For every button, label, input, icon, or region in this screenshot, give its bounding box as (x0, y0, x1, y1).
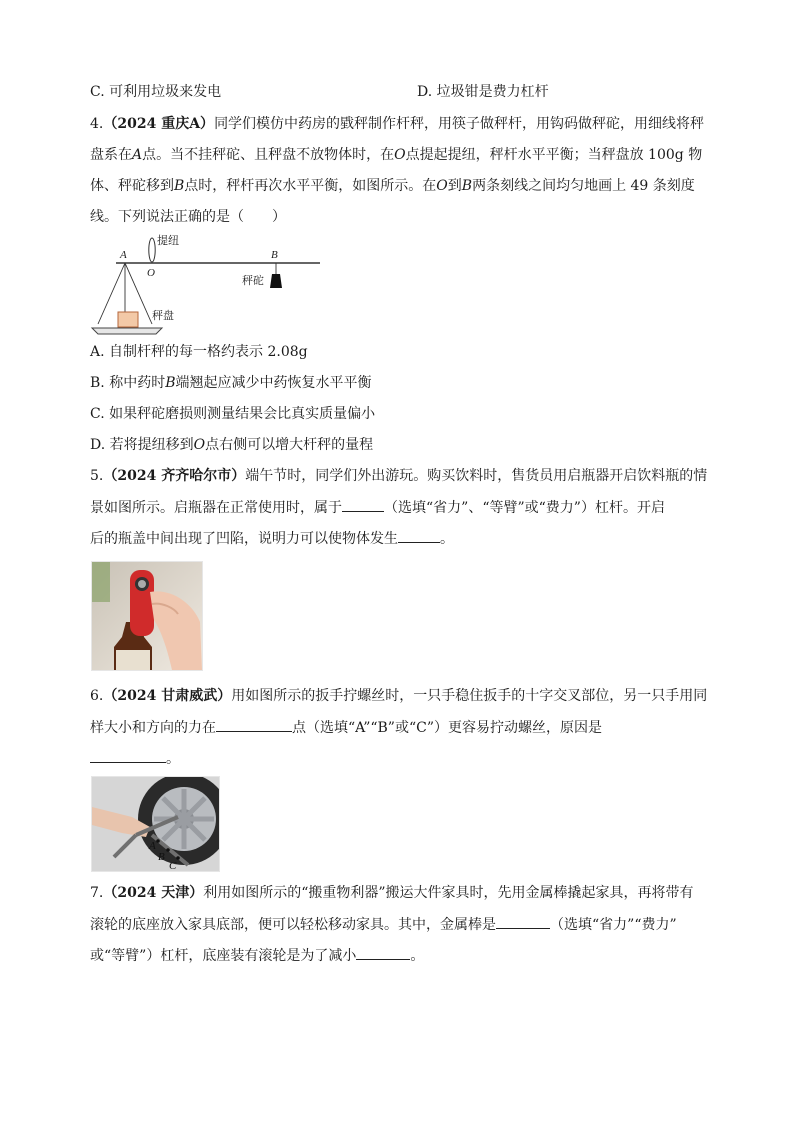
scale-pan (92, 328, 162, 334)
q4-line-3 (90, 176, 695, 196)
answer-blank[interactable] (90, 748, 166, 763)
q5-line-3 (90, 528, 454, 549)
q6-line-3 (90, 748, 180, 769)
q4-line-1 (90, 114, 704, 134)
text: 样大小和方向的力在 (90, 720, 216, 736)
label-weight: 秤砣 (242, 274, 264, 287)
steelyard-diagram (88, 232, 328, 340)
label-A: A (149, 840, 156, 852)
text: 。 (410, 948, 425, 964)
q7-line-3 (90, 945, 424, 966)
question-text: 用如图所示的扳手拧螺丝时，一只手稳住扳手的十字交叉部位，另一只手用同 (231, 688, 708, 704)
question-number: 6. (90, 688, 104, 704)
q4-option-c: C. 如果秤砣磨损则测量结果会比真实质量偏小 (90, 406, 376, 422)
question-source: （2024 天津） (103, 885, 204, 901)
q7-line-2 (90, 914, 677, 935)
q4-option-a: A. 自制杆秤的每一格约表示 2.08g (90, 344, 308, 360)
answer-blank[interactable] (496, 914, 550, 929)
answer-blank[interactable] (356, 945, 410, 960)
label-knob: 提纽 (157, 234, 179, 247)
text: 点右侧可以增大杆秤的量程 (205, 437, 374, 453)
wrench-tire-photo (91, 776, 220, 872)
label-C: C (169, 860, 177, 871)
bottle-opener-photo (91, 561, 203, 671)
point-label: O (436, 178, 448, 194)
label-pan: 秤盘 (152, 309, 174, 322)
answer-blank[interactable] (398, 528, 440, 543)
q3-option-c: C. 可利用垃圾来发电 (90, 84, 222, 100)
question-source: （2024 重庆A） (103, 116, 215, 132)
q3-option-d: D. 垃圾钳是费力杠杆 (417, 84, 549, 100)
q5-line-1 (90, 466, 707, 486)
question-text: 同学们模仿中药房的戥秤制作杆秤，用筷子做秤杆，用钩码做秤砣，用细线将秤 (214, 116, 705, 132)
knob-loop (149, 238, 155, 262)
text: 或“等臂”）杠杆，底座装有滚轮是为了减小 (90, 948, 357, 964)
q6-line-2 (90, 717, 602, 738)
q4-option-b (90, 373, 372, 393)
answer-blank[interactable] (216, 717, 292, 732)
point-label: B (461, 178, 473, 194)
text: 到 (447, 178, 462, 194)
text: 点（选填“A”“B”或“C”）更容易拧动螺丝，原因是 (292, 720, 602, 736)
text: 。 (440, 531, 454, 547)
question-number: 5. (90, 468, 104, 484)
text: 后的瓶盖中间出现了凹陷，说明力可以使物体发生 (90, 531, 398, 547)
point-label: O (394, 147, 406, 163)
text: 体、秤砣移到 (90, 178, 174, 194)
point-label: B (174, 178, 185, 194)
label-B: B (158, 851, 165, 863)
object-block (118, 312, 138, 327)
question-source: （2024 甘肃威武） (103, 688, 232, 704)
q7-line-1 (90, 883, 694, 903)
question-source: （2024 齐齐哈尔市） (103, 468, 246, 484)
question-text: 端午节时，同学们外出游玩。购买饮料时，售货员用启瓶器开启饮料瓶的情 (245, 468, 708, 484)
question-number: 4. (90, 116, 104, 132)
text: 两条刻线之间均匀地画上 49 条刻度 (472, 178, 695, 194)
text: 。 (166, 751, 180, 767)
text: （选填“省力”“费力” (550, 917, 677, 933)
text: 景如图所示。启瓶器在正常使用时，属于 (90, 500, 342, 516)
q4-line-4: 线。下列说法正确的是（ ） (90, 209, 286, 225)
q4-option-d (90, 435, 373, 455)
text: 盘系在 (90, 147, 132, 163)
counterweight (270, 274, 282, 288)
text: 端翘起应减少中药恢复水平平衡 (175, 375, 372, 391)
q6-line-1 (90, 686, 707, 706)
point-label: O (193, 437, 206, 453)
point-label: B (165, 375, 176, 391)
question-number: 7. (90, 885, 104, 901)
text: （选填“省力”、“等臂”或“费力”）杠杆。开启 (384, 500, 665, 516)
label-A: A (120, 249, 127, 261)
text: D. 若将提纽移到 (90, 437, 194, 453)
label-O: O (147, 267, 155, 279)
q5-line-2 (90, 497, 665, 518)
answer-blank[interactable] (342, 497, 384, 512)
text: B. 称中药时 (90, 375, 166, 391)
label-B: B (271, 249, 278, 261)
point-label: A (132, 147, 143, 163)
text: 滚轮的底座放入家具底部，便可以轻松移动家具。其中，金属棒是 (90, 917, 496, 933)
text: 点时，秤杆再次水平平衡，如图所示。在 (184, 178, 437, 194)
text: 点。当不挂秤砣、且秤盘不放物体时，在 (142, 147, 395, 163)
text: 点提起提纽，秤杆水平平衡；当秤盘放 100g 物 (405, 147, 703, 163)
q4-line-2 (90, 145, 702, 165)
question-text: 利用如图所示的“搬重物利器”搬运大件家具时，先用金属棒撬起家具，再将带有 (203, 885, 694, 901)
